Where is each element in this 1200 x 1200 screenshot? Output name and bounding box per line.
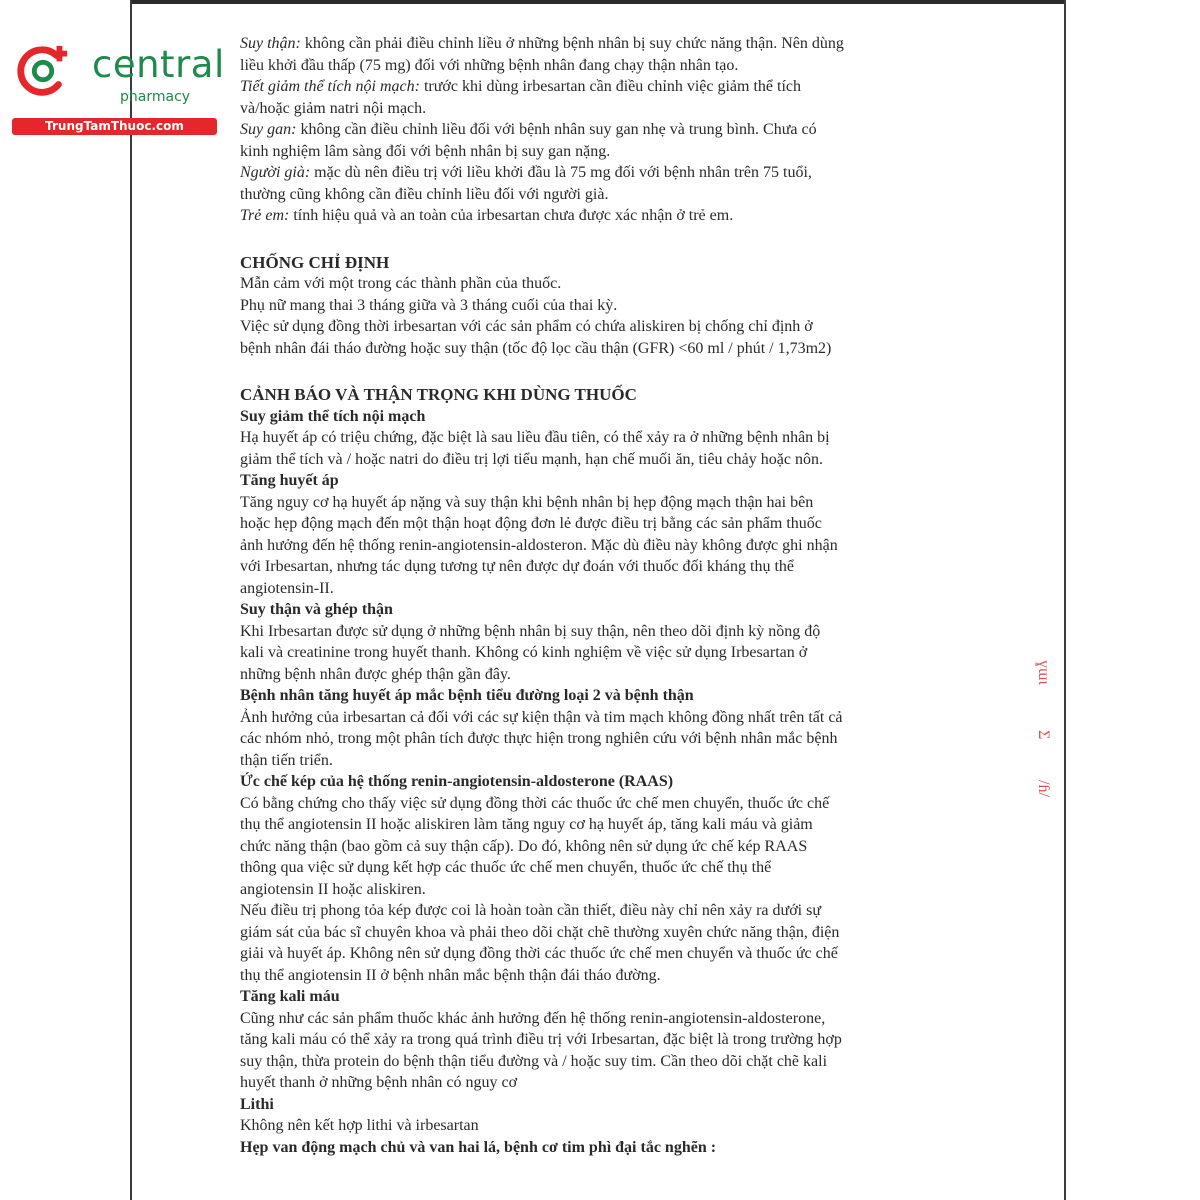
contraindication-line: Việc sử dụng đồng thời irbesartan với các sản phẩm có chứa aliskiren bị chống chỉ định ở [240, 318, 813, 335]
dosage-text: liều khởi đầu thấp (75 mg) đối với những bệnh nhân đang chạy thận nhân tạo. [240, 56, 739, 74]
warning-subheading: Suy giảm thể tích nội mạch [240, 407, 426, 425]
margin-mark: Ʃ [1035, 730, 1052, 740]
warning-line: giảm thể tích và / hoặc natri do điều trị lợi tiểu mạnh, hạn chế muối ăn, tiêu chảy hoặc nôn. [240, 450, 823, 468]
section-gap [240, 227, 970, 248]
contraindications-heading: CHỐNG CHỈ ĐỊNH [240, 252, 390, 272]
warning-line: thụ thể angiotensin II ở bệnh nhân mắc bệnh thận đái tháo đường. [240, 966, 661, 984]
dosage-line [240, 76, 970, 98]
logo-name: central [92, 43, 225, 86]
warning-line: angiotensin II hoặc aliskiren. [240, 880, 426, 898]
warning-subheading: Tăng kali máu [240, 988, 340, 1005]
dosage-text: và/hoặc giảm natri nội mạch. [240, 99, 427, 117]
document-page [240, 33, 970, 1158]
warning-line: Có bằng chứng cho thấy việc sử dụng đồng thời các thuốc ức chế men chuyển, thuốc ức chế [240, 794, 830, 812]
warning-line: Hạ huyết áp có triệu chứng, đặc biệt là sau liều đầu tiên, có thể xảy ra ở những bệnh nhân bị [240, 429, 830, 446]
warning-line: giải và huyết áp. Không nên sử dụng đồng thời các thuốc ức chế men chuyển và thuốc ức chế [240, 945, 838, 962]
warning-line: thụ thể angiotensin II hoặc aliskiren làm tăng nguy cơ hạ huyết áp, tăng kali máu và giảm [240, 816, 813, 833]
margin-mark: ɣɯɩ [1035, 660, 1052, 685]
dosage-text: tính hiệu quả và an toàn của irbesartan chưa được xác nhận ở trẻ em. [289, 207, 734, 224]
warning-subheading: Ức chế kép của hệ thống renin-angiotensin-aldosterone (RAAS) [240, 773, 674, 790]
scan-top-border [130, 0, 1066, 4]
dosage-text: kinh nghiệm lâm sàng đối với bệnh nhân bị suy gan nặng. [240, 142, 611, 160]
warning-line: ảnh hưởng đến hệ thống renin-angiotensin-aldosteron. Mặc dù điều này không được ghi nhận [240, 536, 838, 554]
warning-line: chức năng thận (bao gồm cả suy thận cấp). Do đó, không nên sử dụng ức chế kép RAAS [240, 837, 808, 855]
warning-line: Nếu điều trị phong tỏa kép được coi là hoàn toàn cần thiết, điều này chỉ nên xảy ra dưới sự [240, 902, 821, 919]
scan-left-border [130, 0, 132, 1200]
dosage-line [240, 55, 970, 77]
dosage-label: Suy gan: [240, 121, 297, 138]
warning-subheading: Lithi [240, 1095, 274, 1113]
warning-line: Ảnh hưởng của irbesartan cả đối với các sự kiện thận và tim mạch không đồng nhất trên tất cả [240, 708, 843, 726]
warning-line: Không nên kết hợp lithi và irbesartan [240, 1117, 479, 1134]
warning-line: suy thận, thừa protein do bệnh thận tiểu đường và / hoặc suy tim. Cần theo dõi chặt chẽ kali [240, 1052, 828, 1070]
warning-line: những bệnh nhân được ghép thận gần đây. [240, 665, 511, 683]
dosage-line [240, 184, 970, 206]
dosage-label: Tiết giảm thể tích nội mạch: [240, 78, 420, 95]
warning-line: Tăng nguy cơ hạ huyết áp nặng và suy thận khi bệnh nhân bị hẹp động mạch thận hai bên [240, 493, 814, 511]
scan-right-border [1064, 0, 1066, 1200]
dosage-line [240, 205, 970, 227]
dosage-text: không cần phải điều chỉnh liều ở những bệnh nhân bị suy chức năng thận. Nên dùng [300, 35, 844, 52]
warning-line: các nhóm nhỏ, trong một phân tích được thực hiện trong nghiên cứu với bệnh nhân mắc bệnh [240, 730, 838, 747]
logo-subtitle: pharmacy [120, 89, 191, 105]
section-gap [240, 359, 970, 380]
dosage-label: Trẻ em: [240, 207, 290, 224]
warning-line: kali và creatinine trong huyết thanh. Không có kinh nghiệm về việc sử dụng Irbesartan ở [240, 644, 808, 661]
dosage-line [240, 119, 970, 141]
dosage-text: thường cũng không cần điều chỉnh liều đối với người già. [240, 185, 609, 203]
warnings-heading: CẢNH BÁO VÀ THẬN TRỌNG KHI DÙNG THUỐC [240, 385, 637, 404]
dosage-line [240, 33, 970, 55]
warning-line: Khi Irbesartan được sử dụng ở những bệnh nhân bị suy thận, nên theo dõi định kỳ nồng độ [240, 622, 821, 640]
warning-line: huyết thanh ở những bệnh nhân có nguy cơ [240, 1074, 518, 1091]
warning-line: hoặc hẹp động mạch đến một thận hoạt động đơn lẻ được điều trị bằng các sản phẩm thuốc [240, 515, 822, 532]
central-pharmacy-logo[interactable] [8, 38, 225, 138]
contraindication-line: Mẫn cảm với một trong các thành phần của thuốc. [240, 275, 562, 292]
dosage-text: mặc dù nên điều trị với liều khởi đầu là 75 mg đối với bệnh nhân trên 75 tuổi, [310, 164, 812, 181]
warning-line: tăng kali máu có thể xảy ra trong quá trình điều trị với Irbesartan, đặc biệt là trong trường hợp [240, 1031, 842, 1048]
dosage-line [240, 98, 970, 120]
dosage-text: trước khi dùng irbesartan cần điều chỉnh việc giảm thể tích [419, 78, 801, 95]
dosage-label: Suy thận: [240, 35, 301, 52]
pharmacy-cross-icon [14, 42, 72, 100]
contraindication-line: bệnh nhân đái tháo đường hoặc suy thận (tốc độ lọc cầu thận (GFR) <60 ml / phút / 1,73m2) [240, 339, 832, 357]
warning-subheading: Hẹp van động mạch chủ và van hai lá, bệnh cơ tim phì đại tắc nghẽn : [240, 1138, 717, 1156]
warning-line: giám sát của bác sĩ chuyên khoa và phải theo dõi chặt chẽ thường xuyên chức năng thận, điện [240, 923, 840, 941]
margin-mark: /ɦ/ [1035, 780, 1052, 797]
warning-subheading: Tăng huyết áp [240, 472, 339, 489]
dosage-line [240, 141, 970, 163]
warning-line: angiotensin-II. [240, 579, 334, 597]
warning-line: thông qua việc sử dụng kết hợp các thuốc ức chế men chuyển, thuốc ức chế thụ thể [240, 859, 772, 876]
warning-subheading: Bệnh nhân tăng huyết áp mắc bệnh tiểu đường loại 2 và bệnh thận [240, 687, 694, 704]
warning-line: thận tiến triển. [240, 751, 333, 769]
dosage-label: Người già: [240, 164, 311, 181]
contraindication-line: Phụ nữ mang thai 3 tháng giữa và 3 tháng cuối của thai kỳ. [240, 296, 618, 314]
warning-line: Cũng như các sản phẩm thuốc khác ảnh hưởng đến hệ thống renin-angiotensin-aldosterone, [240, 1009, 826, 1027]
warning-line: với Irbesartan, nhưng tác dụng tương tự nên được dự đoán với thuốc đối kháng thụ thể [240, 558, 794, 575]
dosage-text: không cần điều chỉnh liều đối với bệnh nhân suy gan nhẹ và trung bình. Chưa có [296, 121, 817, 138]
dosage-line [240, 162, 970, 184]
logo-site-banner: TrungTamThuoc.com [12, 118, 217, 135]
warning-subheading: Suy thận và ghép thận [240, 601, 393, 618]
